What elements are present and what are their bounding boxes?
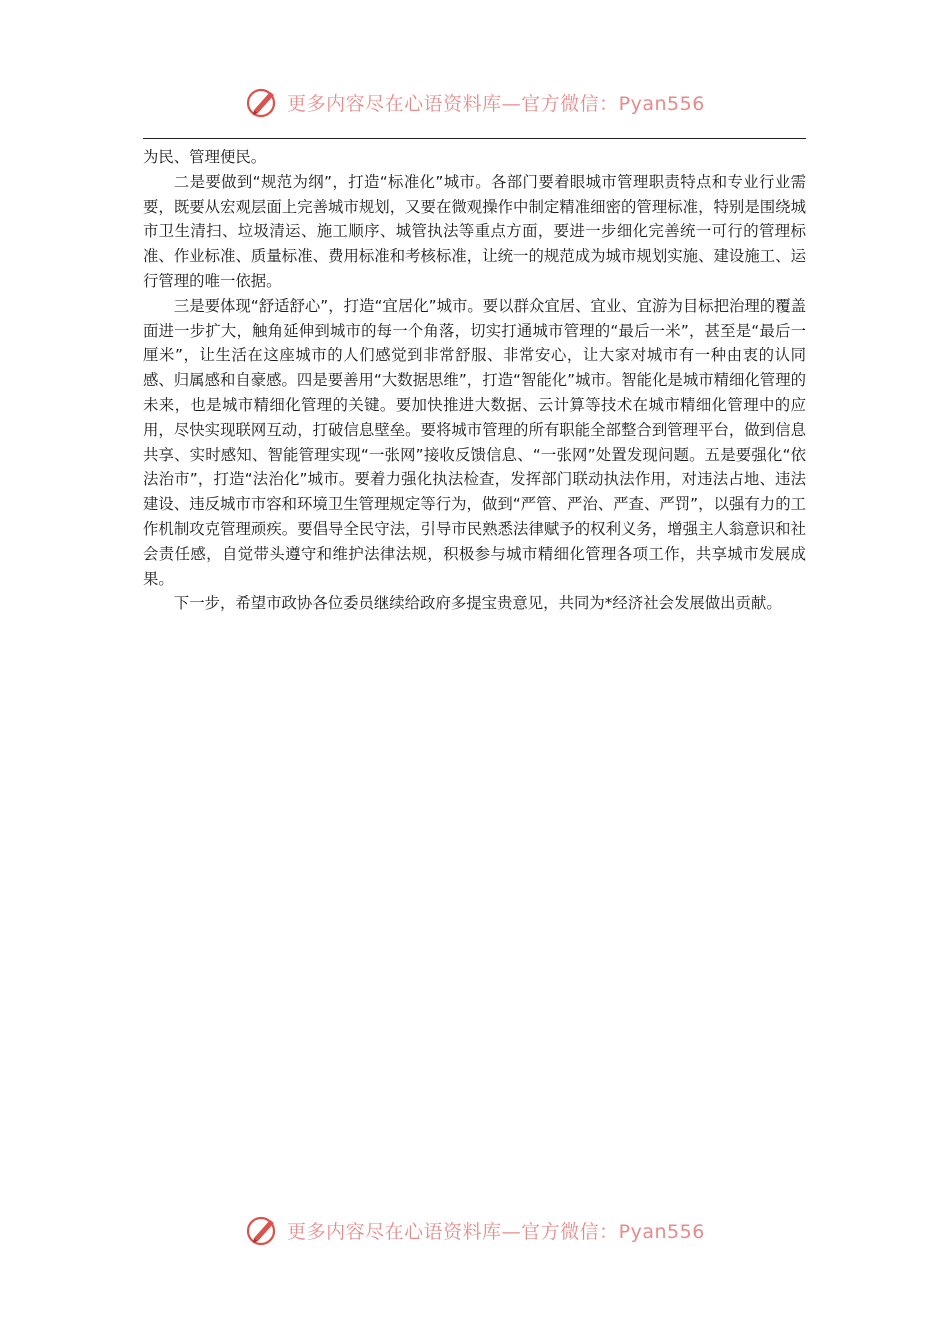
paragraph: 为民、管理便民。 bbox=[143, 148, 267, 166]
footer-brand bbox=[0, 1212, 950, 1248]
header-brand bbox=[0, 84, 950, 120]
document-body bbox=[143, 145, 806, 616]
footer-brand-text: 更多内容尽在心语资料库—官方微信：Pyan556 bbox=[287, 1220, 705, 1243]
paragraph: 二是要做到“规范为纲”，打造“标准化”城市。各部门要着眼城市管理职责特点和专业行业需要，既要从宏观层面上完善城市规划，又要在微观操作中制定精准细密的管理标准，特别是围绕城市卫生清扫、垃圾清运、施工顺序、城管执法等重点方面，要进一步细化完善统一可行的管理标准、作业标准、质量标准、费用标准和考核标准，让统一的规范成为城市规划实施、建设施工、运行管理的唯一依据。 bbox=[143, 172, 806, 290]
pen-circle-icon bbox=[245, 1212, 281, 1248]
header-divider bbox=[143, 138, 806, 139]
pen-circle-icon bbox=[245, 84, 281, 120]
paragraph: 三是要体现“舒适舒心”，打造“宜居化”城市。要以群众宜居、宜业、宜游为目标把治理的覆盖面进一步扩大，触角延伸到城市的每一个角落，切实打通城市管理的“最后一米”，甚至是“最后一厘米”，让生活在这座城市的人们感觉到非常舒服、非常安心，让大家对城市有一种由衷的认同感、归属感和自豪感。四是要善用“大数据思维”，打造“智能化”城市。智能化是城市精细化管理的未来，也是城市精细化管理的关键。要加快推进大数据、云计算等技术在城市精细化管理中的应用，尽快实现联网互动，打破信息壁垒。要将城市管理的所有职能全部整合到管理平台，做到信息共享、实时感知、智能管理实现“一张网”接收反馈信息、“一张网”处置发现问题。五是要强化“依法治市”，打造“法治化”城市。要着力强化执法检查，发挥部门联动执法作用，对违法占地、违法建设、违反城市市容和环境卫生管理规定等行为，做到“严管、严治、严查、严罚”，以强有力的工作机制攻克管理顽疾。要倡导全民守法，引导市民熟悉法律赋予的权利义务，增强主人翁意识和社会责任感，自觉带头遵守和维护法律法规，积极参与城市精细化管理各项工作，共享城市发展成果。 bbox=[143, 296, 806, 588]
paragraph: 下一步，希望市政协各位委员继续给政府多提宝贵意见，共同为*经济社会发展做出贡献。 bbox=[173, 594, 782, 613]
header-brand-text: 更多内容尽在心语资料库—官方微信：Pyan556 bbox=[287, 92, 705, 115]
